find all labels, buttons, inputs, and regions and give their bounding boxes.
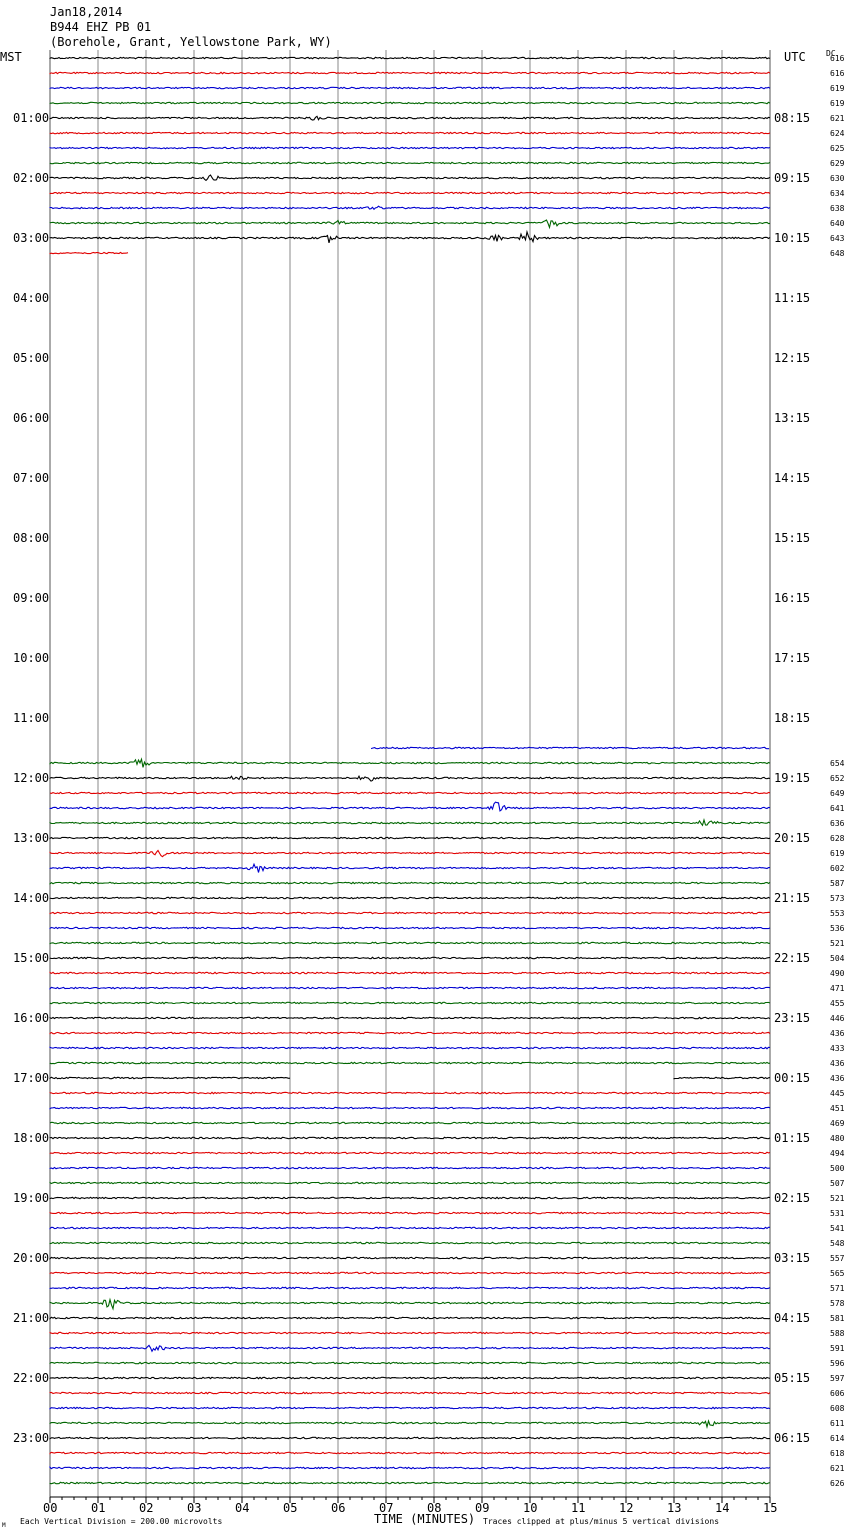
left-hour-label: 08:00 (13, 531, 50, 545)
left-hour-label: 04:00 (13, 291, 50, 305)
right-hour-label: 18:15 (774, 711, 811, 725)
dc-value: 436 (830, 1074, 845, 1083)
left-hour-label: 12:00 (13, 771, 50, 785)
trace-row-76 (50, 1197, 770, 1198)
dc-value: 636 (830, 819, 845, 828)
dc-value: 591 (830, 1344, 845, 1353)
left-hour-label: 16:00 (13, 1011, 50, 1025)
trace-row-60 (50, 957, 770, 958)
left-hour-label: 19:00 (13, 1191, 50, 1205)
right-hour-label: 04:15 (774, 1311, 811, 1325)
right-hour-label: 02:15 (774, 1191, 811, 1205)
x-tick-label: 10 (523, 1501, 538, 1515)
trace-row-63 (50, 1002, 770, 1003)
dc-value: 614 (830, 1434, 845, 1443)
left-hour-label: 20:00 (13, 1251, 50, 1265)
dc-value: 578 (830, 1299, 845, 1308)
trace-row-66 (50, 1047, 770, 1048)
dc-value: 628 (830, 834, 845, 843)
right-hour-label: 10:15 (774, 231, 811, 245)
dc-label: DC (826, 49, 836, 58)
vertical-division-note: Each Vertical Division = 200.00 microvolts (20, 1517, 223, 1526)
left-hour-label: 17:00 (13, 1071, 50, 1085)
trace-row-87 (50, 1362, 770, 1363)
trace-row-69 (50, 1092, 770, 1093)
trace-row-49 (50, 792, 770, 793)
right-hour-label: 16:15 (774, 591, 811, 605)
x-tick-label: 14 (715, 1501, 730, 1515)
trace-row-8 (50, 175, 770, 180)
trace-row-68 (50, 1077, 290, 1078)
right-hour-label: 15:15 (774, 531, 811, 545)
dc-value: 571 (830, 1284, 845, 1293)
trace-row-57 (50, 912, 770, 913)
trace-row-3 (50, 102, 770, 103)
trace-row-2 (50, 87, 770, 88)
trace-row-48 (50, 776, 770, 781)
trace-row-71 (50, 1122, 770, 1123)
dc-value: 596 (830, 1359, 845, 1368)
trace-row-53 (50, 851, 770, 857)
left-hour-label: 07:00 (13, 471, 50, 485)
dc-value: 504 (830, 954, 845, 963)
trace-row-81 (50, 1272, 770, 1273)
trace-row-5 (50, 132, 770, 133)
dc-value: 500 (830, 1164, 845, 1173)
trace-row-72 (50, 1137, 770, 1138)
left-hour-label: 05:00 (13, 351, 50, 365)
trace-row-89 (50, 1392, 770, 1393)
right-hour-label: 13:15 (774, 411, 811, 425)
dc-value: 480 (830, 1134, 845, 1143)
left-hour-label: 13:00 (13, 831, 50, 845)
trace-row-10 (50, 206, 770, 209)
trace-row-88 (50, 1377, 770, 1378)
trace-row-77 (50, 1212, 770, 1213)
station-name: B944 EHZ PB 01 (50, 20, 152, 34)
left-hour-label: 18:00 (13, 1131, 50, 1145)
trace-row-1 (50, 72, 770, 73)
dc-value: 565 (830, 1269, 845, 1278)
dc-value: 648 (830, 249, 845, 258)
left-hour-label: 21:00 (13, 1311, 50, 1325)
dc-value: 618 (830, 1449, 845, 1458)
dc-value: 611 (830, 1419, 845, 1428)
dc-value: 573 (830, 894, 845, 903)
left-hour-label: 06:00 (13, 411, 50, 425)
x-tick-label: 08 (427, 1501, 442, 1515)
dc-value: 507 (830, 1179, 845, 1188)
left-hour-label: 09:00 (13, 591, 50, 605)
dc-value: 581 (830, 1314, 845, 1323)
dc-value: 553 (830, 909, 845, 918)
trace-row-92 (50, 1437, 770, 1438)
dc-value: 616 (830, 69, 845, 78)
trace-row-73 (50, 1152, 770, 1153)
trace-row-4 (50, 116, 770, 120)
dc-value: 640 (830, 219, 845, 228)
dc-value: 471 (830, 984, 845, 993)
left-hour-label: 23:00 (13, 1431, 50, 1445)
dc-value: 619 (830, 99, 845, 108)
left-hour-label: 15:00 (13, 951, 50, 965)
x-tick-label: 02 (139, 1501, 154, 1515)
right-hour-label: 01:15 (774, 1131, 811, 1145)
trace-row-58 (50, 927, 770, 928)
x-tick-label: 03 (187, 1501, 202, 1515)
trace-row-7 (50, 162, 770, 163)
dc-value: 445 (830, 1089, 845, 1098)
trace-row-46 (372, 747, 769, 748)
dc-value: 606 (830, 1389, 845, 1398)
dc-value: 602 (830, 864, 845, 873)
trace-row-79 (50, 1242, 770, 1243)
dc-value: 469 (830, 1119, 845, 1128)
dc-value: 649 (830, 789, 845, 798)
dc-value: 536 (830, 924, 845, 933)
dc-value: 654 (830, 759, 845, 768)
dc-value: 521 (830, 939, 845, 948)
x-axis-label: TIME (MINUTES) (374, 1512, 476, 1526)
dc-value: 626 (830, 1479, 845, 1488)
x-tick-label: 09 (475, 1501, 490, 1515)
trace-row-59 (50, 942, 770, 943)
dc-value: 433 (830, 1044, 845, 1053)
right-axis-label: UTC (784, 50, 806, 64)
dc-value: 541 (830, 1224, 845, 1233)
left-hour-label: 01:00 (13, 111, 50, 125)
trace-row-70 (50, 1107, 770, 1108)
trace-row-86 (50, 1345, 770, 1351)
trace-row-9 (50, 192, 770, 193)
dc-value: 531 (830, 1209, 845, 1218)
right-hour-label: 03:15 (774, 1251, 811, 1265)
trace-row-90 (50, 1407, 770, 1408)
dc-value: 652 (830, 774, 845, 783)
left-hour-label: 14:00 (13, 891, 50, 905)
trace-row-80 (50, 1257, 770, 1258)
trace-row-84 (50, 1317, 770, 1318)
trace-row-6 (50, 147, 770, 148)
dc-value: 624 (830, 129, 845, 138)
dc-value: 521 (830, 1194, 845, 1203)
grid-lines (50, 50, 770, 1497)
dc-value: 619 (830, 849, 845, 858)
right-hour-label: 23:15 (774, 1011, 811, 1025)
trace-row-95 (50, 1482, 770, 1483)
right-hour-label: 12:15 (774, 351, 811, 365)
right-hour-label: 14:15 (774, 471, 811, 485)
corner-mark: M (2, 1522, 6, 1529)
dc-value: 638 (830, 204, 845, 213)
left-hour-label: 22:00 (13, 1371, 50, 1385)
x-tick-label: 13 (667, 1501, 682, 1515)
left-hour-label: 03:00 (13, 231, 50, 245)
trace-row-91 (50, 1421, 770, 1427)
trace-row-85 (50, 1332, 770, 1333)
dc-value: 616 (830, 54, 845, 63)
trace-row-55 (50, 882, 770, 883)
trace-row-83 (50, 1300, 770, 1309)
right-hour-label: 17:15 (774, 651, 811, 665)
trace-row-78 (50, 1227, 770, 1228)
trace-row-65 (50, 1032, 770, 1033)
dc-value: 446 (830, 1014, 845, 1023)
dc-value: 608 (830, 1404, 845, 1413)
dc-value: 634 (830, 189, 845, 198)
right-hour-label: 05:15 (774, 1371, 811, 1385)
trace-row-74 (50, 1167, 770, 1168)
trace-row-82 (50, 1287, 770, 1288)
station-location: (Borehole, Grant, Yellowstone Park, WY) (50, 35, 332, 49)
x-tick-label: 05 (283, 1501, 298, 1515)
left-hour-label: 10:00 (13, 651, 50, 665)
dc-value: 548 (830, 1239, 845, 1248)
chart-date: Jan18,2014 (50, 5, 123, 19)
trace-row-67 (50, 1062, 770, 1063)
x-ticks (50, 1497, 770, 1503)
trace-row-61 (50, 972, 770, 973)
right-hour-label: 21:15 (774, 891, 811, 905)
x-tick-label: 07 (379, 1501, 394, 1515)
dc-value: 557 (830, 1254, 845, 1263)
dc-value: 621 (830, 1464, 845, 1473)
dc-value: 436 (830, 1059, 845, 1068)
dc-value: 587 (830, 879, 845, 888)
x-tick-label: 01 (91, 1501, 106, 1515)
trace-row-12 (50, 232, 770, 243)
trace-row-54 (50, 864, 770, 872)
dc-value: 588 (830, 1329, 845, 1338)
dc-value: 630 (830, 174, 845, 183)
right-hour-label: 19:15 (774, 771, 811, 785)
trace-row-11 (50, 220, 770, 227)
x-tick-label: 06 (331, 1501, 346, 1515)
dc-value: 455 (830, 999, 845, 1008)
dc-value: 436 (830, 1029, 845, 1038)
x-tick-label: 00 (43, 1501, 58, 1515)
trace-row-0 (50, 57, 770, 58)
left-hour-label: 02:00 (13, 171, 50, 185)
trace-row-75 (50, 1182, 770, 1183)
trace-group (50, 57, 770, 1483)
trace-row-51 (50, 820, 770, 825)
clip-note: Traces clipped at plus/minus 5 vertical divisions (483, 1517, 720, 1526)
x-tick-label: 04 (235, 1501, 250, 1515)
trace-row-52 (50, 837, 770, 838)
trace-row-64 (50, 1017, 770, 1018)
right-hour-label: 22:15 (774, 951, 811, 965)
trace-row-50 (50, 802, 770, 811)
trace-row-62 (50, 987, 770, 988)
dc-value: 597 (830, 1374, 845, 1383)
x-tick-label: 12 (619, 1501, 634, 1515)
right-hour-label: 06:15 (774, 1431, 811, 1445)
left-axis-label: MST (0, 50, 22, 64)
dc-value: 625 (830, 144, 845, 153)
trace-row-47 (50, 759, 770, 767)
dc-value: 451 (830, 1104, 845, 1113)
trace-row-56 (50, 897, 770, 898)
dc-value: 643 (830, 234, 845, 243)
x-tick-label: 15 (763, 1501, 778, 1515)
dc-value: 619 (830, 84, 845, 93)
left-hour-label: 11:00 (13, 711, 50, 725)
dc-value: 621 (830, 114, 845, 123)
right-hour-label: 11:15 (774, 291, 811, 305)
trace-row-13 (50, 252, 128, 253)
right-hour-label: 08:15 (774, 111, 811, 125)
right-hour-label: 20:15 (774, 831, 811, 845)
trace-row-94 (50, 1467, 770, 1468)
x-tick-label: 11 (571, 1501, 586, 1515)
dc-value: 629 (830, 159, 845, 168)
right-hour-label: 00:15 (774, 1071, 811, 1085)
right-hour-label: 09:15 (774, 171, 811, 185)
dc-value: 494 (830, 1149, 845, 1158)
dc-value: 641 (830, 804, 845, 813)
dc-value: 490 (830, 969, 845, 978)
trace-row-93 (50, 1452, 770, 1453)
